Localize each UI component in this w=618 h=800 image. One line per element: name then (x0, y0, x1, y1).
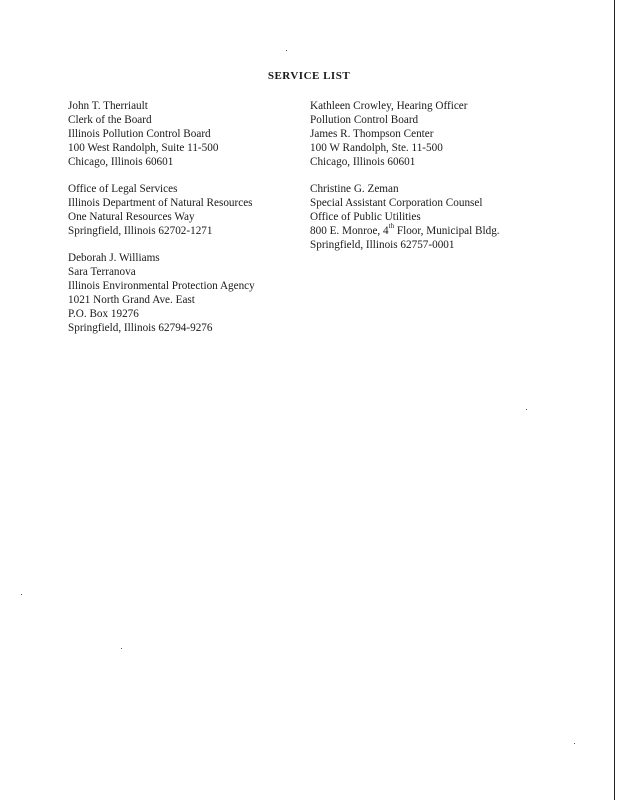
address-line: Illinois Department of Natural Resources (68, 197, 253, 209)
address-line: James R. Thompson Center (310, 128, 434, 140)
service-entry-hearing-officer (310, 99, 468, 169)
service-entry-legal-services (68, 182, 253, 238)
address-line: One Natural Resources Way (68, 211, 195, 223)
address-line: Chicago, Illinois 60601 (68, 156, 174, 168)
address-line: 100 West Randolph, Suite 11-500 (68, 142, 219, 154)
address-line: Kathleen Crowley, Hearing Officer (310, 100, 468, 112)
scan-speck (526, 409, 527, 410)
page-edge-line (614, 0, 615, 800)
scan-speck (21, 594, 22, 595)
scan-speck (286, 50, 287, 51)
address-line: Illinois Pollution Control Board (68, 128, 211, 140)
service-entry-clerk (68, 99, 218, 169)
address-line: P.O. Box 19276 (68, 308, 139, 320)
address-line: Deborah J. Williams (68, 252, 160, 264)
address-line: Illinois Environmental Protection Agency (68, 280, 255, 292)
scan-speck (574, 743, 575, 744)
address-line: Pollution Control Board (310, 114, 419, 126)
address-line: Special Assistant Corporation Counsel (310, 197, 483, 209)
address-line: John T. Therriault (68, 100, 148, 112)
address-line: Office of Public Utilities (310, 211, 421, 223)
address-line: Clerk of the Board (68, 114, 152, 126)
service-entry-corporation-counsel (310, 182, 500, 252)
address-line: Office of Legal Services (68, 183, 178, 195)
address-line: Chicago, Illinois 60601 (310, 156, 416, 168)
document-title: SERVICE LIST (267, 70, 351, 82)
address-line: 1021 North Grand Ave. East (68, 294, 195, 306)
address-line: 100 W Randolph, Ste. 11-500 (310, 142, 443, 154)
scan-speck (121, 648, 122, 649)
address-line: Springfield, Illinois 62702-1271 (68, 225, 213, 237)
address-line-street (310, 224, 500, 238)
address-line: Sara Terranova (68, 266, 136, 278)
address-line: Springfield, Illinois 62794-9276 (68, 322, 213, 334)
service-entry-epa (68, 251, 255, 335)
street-text: 800 E. Monroe, 4 (310, 225, 389, 237)
ordinal-suffix: th (388, 222, 395, 231)
street-text-rest: Floor, Municipal Bldg. (394, 225, 500, 237)
address-line: Christine G. Zeman (310, 183, 399, 195)
address-line: Springfield, Illinois 62757-0001 (310, 239, 455, 251)
